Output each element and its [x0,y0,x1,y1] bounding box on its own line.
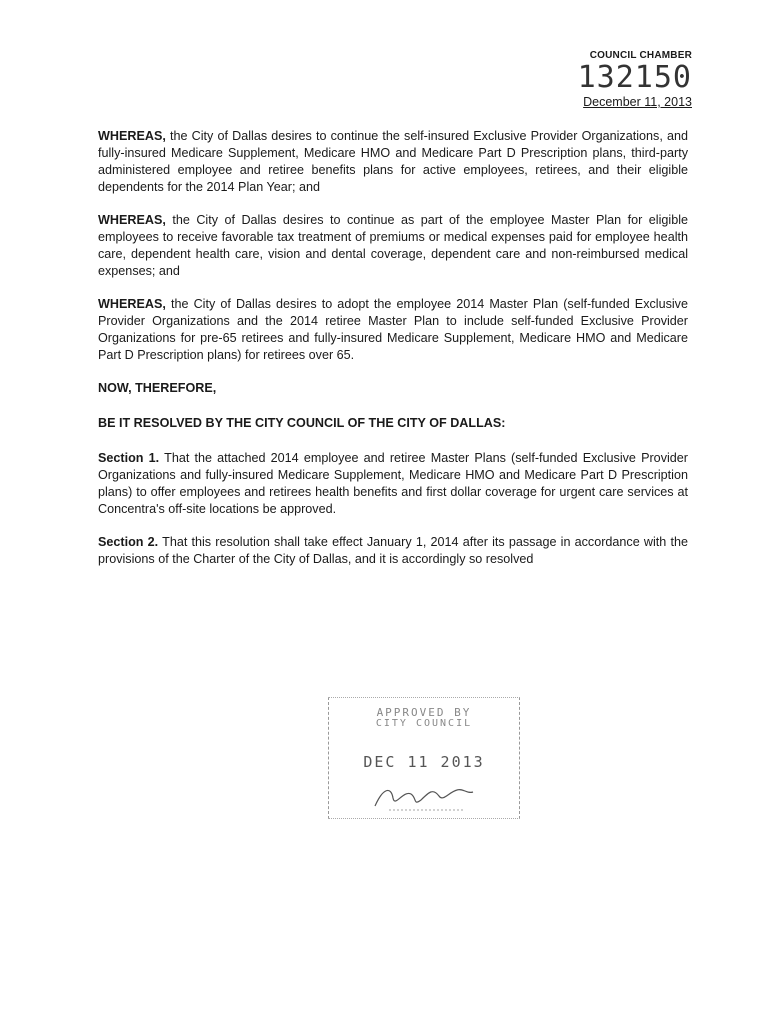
signature-icon [369,780,479,814]
whereas-lead: WHEREAS, [98,213,166,227]
whereas-lead: WHEREAS, [98,129,166,143]
whereas-text: the City of Dallas desires to adopt the employee 2014 Master Plan (self-funded Exclusive Provider Organizations and the 2014 retiree Master Plan to include self-funded Exclusive Provider Organizations for pre-65 retirees and fully-insured Medicare Supplement, Medicare HMO and Medicare Part D Prescription plans) for retirees over 65. [98,297,688,362]
document-body [98,128,688,584]
stamp-date: DEC 11 2013 [363,753,485,771]
whereas-paragraph-3 [98,296,688,364]
whereas-lead: WHEREAS, [98,297,166,311]
resolved-heading: BE IT RESOLVED BY THE CITY COUNCIL OF THE CITY OF DALLAS: [98,416,506,430]
section-lead: Section 1. [98,451,160,465]
resolution-number: 132150 [577,60,692,95]
whereas-text: the City of Dallas desires to continue the self-insured Exclusive Provider Organizations, and fully-insured Medicare Supplement, Medicare HMO and Medicare Part D Prescription plans, third-party administered employee and retiree benefits plans for active employees, retirees, and their eligible dependents for the 2014 Plan Year; and [98,129,688,194]
now-therefore-heading: NOW, THEREFORE, [98,381,217,395]
section-2-paragraph [98,534,688,568]
section-text: That this resolution shall take effect January 1, 2014 after its passage in accordance with the provisions of the Charter of the City of Dallas, and it is accordingly so resolved [98,535,688,566]
section-lead: Section 2. [98,535,159,549]
section-text: That the attached 2014 employee and retiree Master Plans (self-funded Exclusive Provider Organizations and fully-insured Medicare Supplement, Medicare HMO and Medicare Part D Prescription plans) to offer employees and retirees health benefits and first dollar coverage for urgent care services at Concentra's off-site locations be approved. [98,451,688,516]
approval-stamp [328,697,520,819]
stamp-line-2: CITY COUNCIL [375,718,473,729]
whereas-text: the City of Dallas desires to continue as part of the employee Master Plan for eligible employees to receive favorable tax treatment of premiums or medical expenses paid for employee health care, dependent health care, vision and dental coverage, dependent care and non-reimbursed medical expenses; and [98,213,688,278]
stamp-line-1: APPROVED BY [376,706,472,719]
section-1-paragraph [98,450,688,518]
resolution-date: December 11, 2013 [583,95,692,109]
whereas-paragraph-2 [98,212,688,280]
whereas-paragraph-1 [98,128,688,196]
council-chamber-label: COUNCIL CHAMBER [589,50,692,61]
document-header [578,50,692,109]
